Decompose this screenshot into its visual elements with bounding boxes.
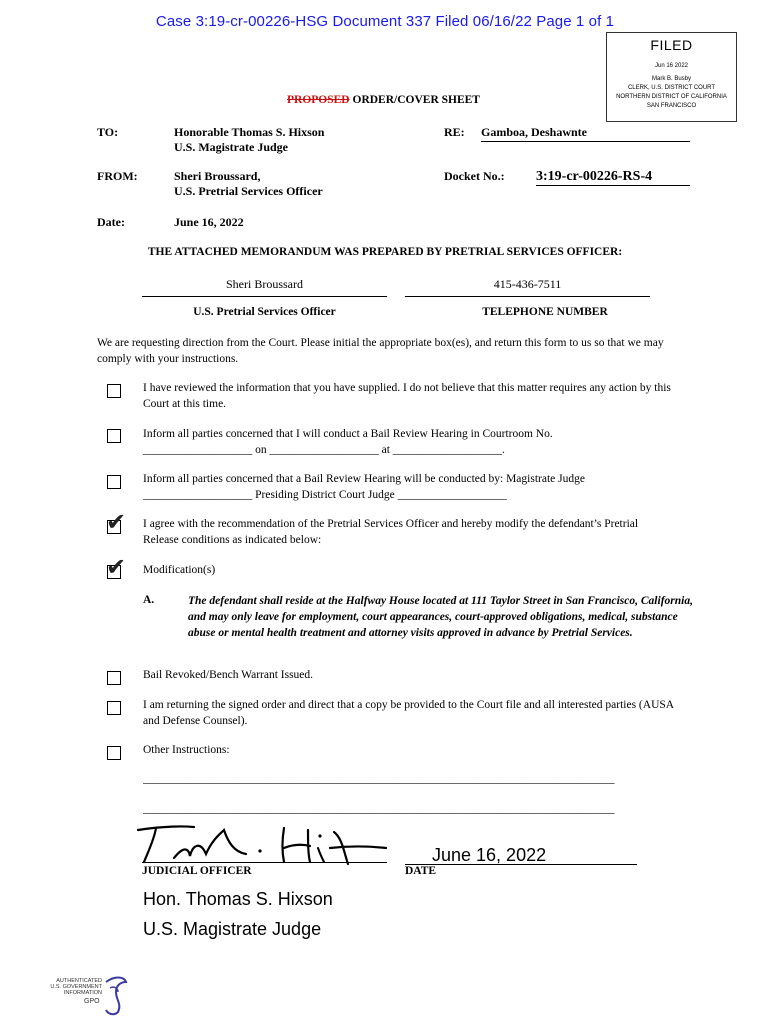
option-text: I have reviewed the information that you have supplied. I do not believe that this matter requires any action by this Court at this time. (143, 382, 671, 410)
modification-text: The defendant shall reside at the Halfway House located at 111 Taylor Street in San Francisco, California, and may only leave for employment, court appearances, court-approved obligations, medical, substance abuse or mental health treatment and attorney visits approved in advance by Pretrial Services. (188, 595, 693, 639)
filed-stamp (606, 32, 737, 122)
docket-value: 3:19-cr-00226-RS-4 (536, 169, 690, 186)
checkmark-icon: ✔ (106, 508, 127, 536)
stamp-date: Jun 16 2022 (654, 63, 689, 69)
officer-phone-caption: TELEPHONE NUMBER (482, 306, 608, 318)
option-text: Inform all parties concerned that a Bail Review Hearing will be conducted by: Magistrate Judge ___________________ Presiding District Court Judge ___________________ (143, 473, 585, 501)
re-label: RE: (444, 125, 465, 139)
date-value: June 16, 2022 (174, 215, 244, 229)
to-label: TO: (97, 125, 119, 139)
option-checkbox[interactable] (107, 671, 121, 685)
from-label: FROM: (97, 169, 138, 183)
judge-signature (134, 818, 394, 868)
to-name: Honorable Thomas S. Hixson (174, 125, 325, 139)
title-struck-word: PROPOSED (287, 94, 350, 106)
stamp-clerk-line: NORTHERN DISTRICT OF CALIFORNIA (616, 94, 727, 100)
judicial-officer-line (142, 862, 387, 863)
from-name: Sheri Broussard, (174, 169, 261, 183)
docket-label: Docket No.: (444, 169, 505, 183)
date-label: Date: (97, 215, 125, 229)
stamp-title: FILED (650, 37, 693, 53)
gpo-authentication-logo (44, 974, 134, 1016)
officer-name: Sheri Broussard (226, 277, 303, 291)
option-text: Bail Revoked/Bench Warrant Issued. (143, 669, 314, 681)
judge-name: Hon. Thomas S. Hixson (143, 889, 333, 909)
eagle-icon (100, 974, 130, 1016)
option-text: Inform all parties concerned that I will conduct a Bail Review Hearing in Courtroom No. ___________________ on ___________________ at ___________________. (143, 428, 553, 456)
memo-heading: THE ATTACHED MEMORANDUM WAS PREPARED BY PRETRIAL SERVICES OFFICER: (147, 246, 623, 258)
gpo-logo-line: INFORMATION (63, 990, 102, 996)
stamp-clerk-line: SAN FRANCISCO (646, 103, 697, 109)
signature-date: June 16, 2022 (432, 845, 547, 865)
option-checkbox[interactable] (107, 429, 121, 443)
gpo-logo-text (44, 978, 102, 996)
checkmark-icon: ✔ (106, 553, 127, 581)
officer-phone: 415-436-7511 (493, 277, 562, 291)
gpo-logo-line: U.S. GOVERNMENT (50, 984, 102, 990)
intro-paragraph: We are requesting direction from the Court. Please initial the appropriate box(es), and return this form to us so that we may comply with your instructions. (97, 337, 664, 365)
judge-title: U.S. Magistrate Judge (143, 919, 322, 939)
option-text: I am returning the signed order and direct that a copy be provided to the Court file and all interested parties (AUSA and Defense Counsel). (143, 699, 674, 727)
judicial-officer-caption: JUDICIAL OFFICER (142, 865, 252, 877)
date-line (405, 864, 637, 865)
from-title: U.S. Pretrial Services Officer (174, 184, 323, 198)
gpo-logo-line: AUTHENTICATED (56, 978, 102, 984)
from-block (174, 169, 323, 199)
stamp-clerk-line: Mark B. Busby (651, 76, 691, 82)
officer-name-line (142, 296, 387, 297)
to-block (174, 125, 324, 155)
option-text: Modification(s) (143, 564, 216, 576)
to-title: U.S. Magistrate Judge (174, 140, 288, 154)
instruction-blank-line[interactable]: __________________________________________________________________________________ (143, 803, 615, 815)
officer-phone-line (405, 296, 650, 297)
modification-letter: A. (143, 594, 155, 606)
option-checkbox[interactable] (107, 384, 121, 398)
instruction-blank-line[interactable]: __________________________________________________________________________________ (143, 773, 615, 785)
gpo-logo-mark: GPO (84, 998, 100, 1005)
stamp-clerk (607, 75, 736, 111)
option-checkbox[interactable] (107, 475, 121, 489)
re-value: Gamboa, Deshawnte (481, 125, 690, 142)
option-checkbox[interactable] (107, 701, 121, 715)
option-text: Other Instructions: (143, 744, 230, 756)
officer-name-caption: U.S. Pretrial Services Officer (193, 306, 336, 318)
stamp-clerk-line: CLERK, U.S. DISTRICT COURT (627, 85, 716, 91)
title-rest: ORDER/COVER SHEET (349, 94, 480, 106)
page-title (287, 94, 480, 106)
option-text: I agree with the recommendation of the Pretrial Services Officer and hereby modify the defendant’s Pretrial Release conditions as indicated below: (143, 518, 639, 546)
document-header: Case 3:19-cr-00226-HSG Document 337 Filed 06/16/22 Page 1 of 1 (155, 13, 615, 30)
date-caption: DATE (405, 865, 437, 877)
option-checkbox[interactable] (107, 746, 121, 760)
